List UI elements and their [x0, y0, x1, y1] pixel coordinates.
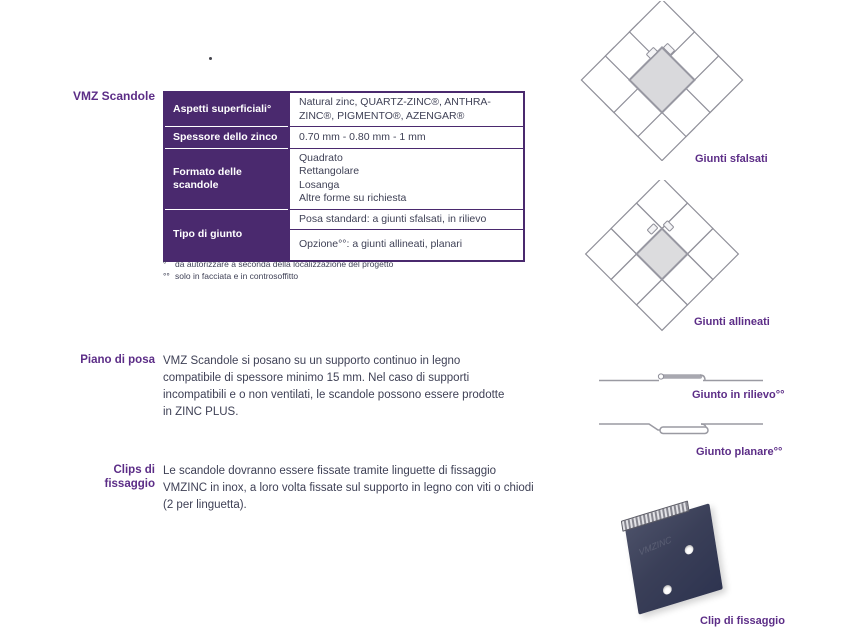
clip-body	[625, 503, 723, 615]
row-header-formato: Formato delle scandole	[164, 148, 289, 209]
section-label-piano-di-posa: Piano di posa	[80, 354, 155, 366]
stray-dot	[209, 57, 212, 60]
giunti-allineati-label: Giunti allineati	[694, 316, 770, 328]
clip-screw-hole	[662, 584, 672, 596]
clips-di-fissaggio-text: Le scandole dovranno essere fissate tramite linguette di fissaggio VMZINC in inox, a loro volta fissate sul supporto in legno con viti o chiodi (2 per linguetta).	[163, 465, 534, 511]
footnotes	[163, 258, 393, 282]
row-header-giunto: Tipo di giunto	[164, 209, 289, 261]
footnote: ° da autorizzare a seconda della localizzazione del progetto	[163, 259, 394, 269]
giunto-in-rilievo-label: Giunto in rilievo°°	[692, 389, 785, 401]
page-title: VMZ Scandole	[72, 89, 155, 103]
section-label-clips-di-fissaggio: Clips di fissaggio	[104, 464, 155, 490]
footnote: °° solo in facciata e in controsoffitto	[163, 271, 299, 281]
clip-di-fissaggio-label: Clip di fissaggio	[700, 615, 785, 627]
table-row	[164, 127, 524, 149]
spec-table	[163, 91, 525, 262]
giunto-in-rilievo-diagram	[597, 371, 765, 387]
giunto-planare-diagram	[597, 419, 765, 437]
clip-di-fissaggio-photo	[614, 498, 746, 618]
row-value-formato	[289, 148, 524, 209]
table-row	[164, 92, 524, 127]
row-header-aspetti: Aspetti superficiali°	[164, 92, 289, 127]
piano-di-posa-text: VMZ Scandole si posano su un supporto continuo in legno compatibile di spessore minimo 15 mm. Nel caso di supporti incompatibili e o non ventilati, le scandole possono essere prodotte in ZINC PLUS.	[163, 355, 505, 418]
clip-screw-hole	[684, 544, 694, 556]
clip-ridge-edge	[621, 500, 690, 532]
giunti-allineati-diagram	[582, 180, 742, 332]
row-header-spessore: Spessore dello zinco	[164, 127, 289, 149]
format-option: Quadrato	[299, 151, 343, 164]
format-option: Losanga	[299, 178, 340, 191]
giunti-sfalsati-diagram	[576, 1, 748, 161]
row-value-giunto-standard: Posa standard: a giunti sfalsati, in rilievo	[289, 209, 524, 230]
row-value-aspetti: Natural zinc, QUARTZ-ZINC®, ANTHRA-ZINC®, PIGMENTO®, AZENGAR®	[289, 92, 524, 127]
row-value-spessore: 0.70 mm - 0.80 mm - 1 mm	[289, 127, 524, 149]
format-option: Altre forme su richiesta	[299, 192, 407, 204]
giunti-sfalsati-label: Giunti sfalsati	[695, 153, 768, 165]
giunto-planare-label: Giunto planare°°	[696, 446, 783, 458]
clip-emboss-text: VMZINC	[637, 534, 673, 558]
format-option: Rettangolare	[299, 165, 360, 177]
table-row	[164, 148, 524, 209]
table-row	[164, 209, 524, 230]
row-value-giunto-opzione: Opzione°°: a giunti allineati, planari	[289, 230, 524, 261]
